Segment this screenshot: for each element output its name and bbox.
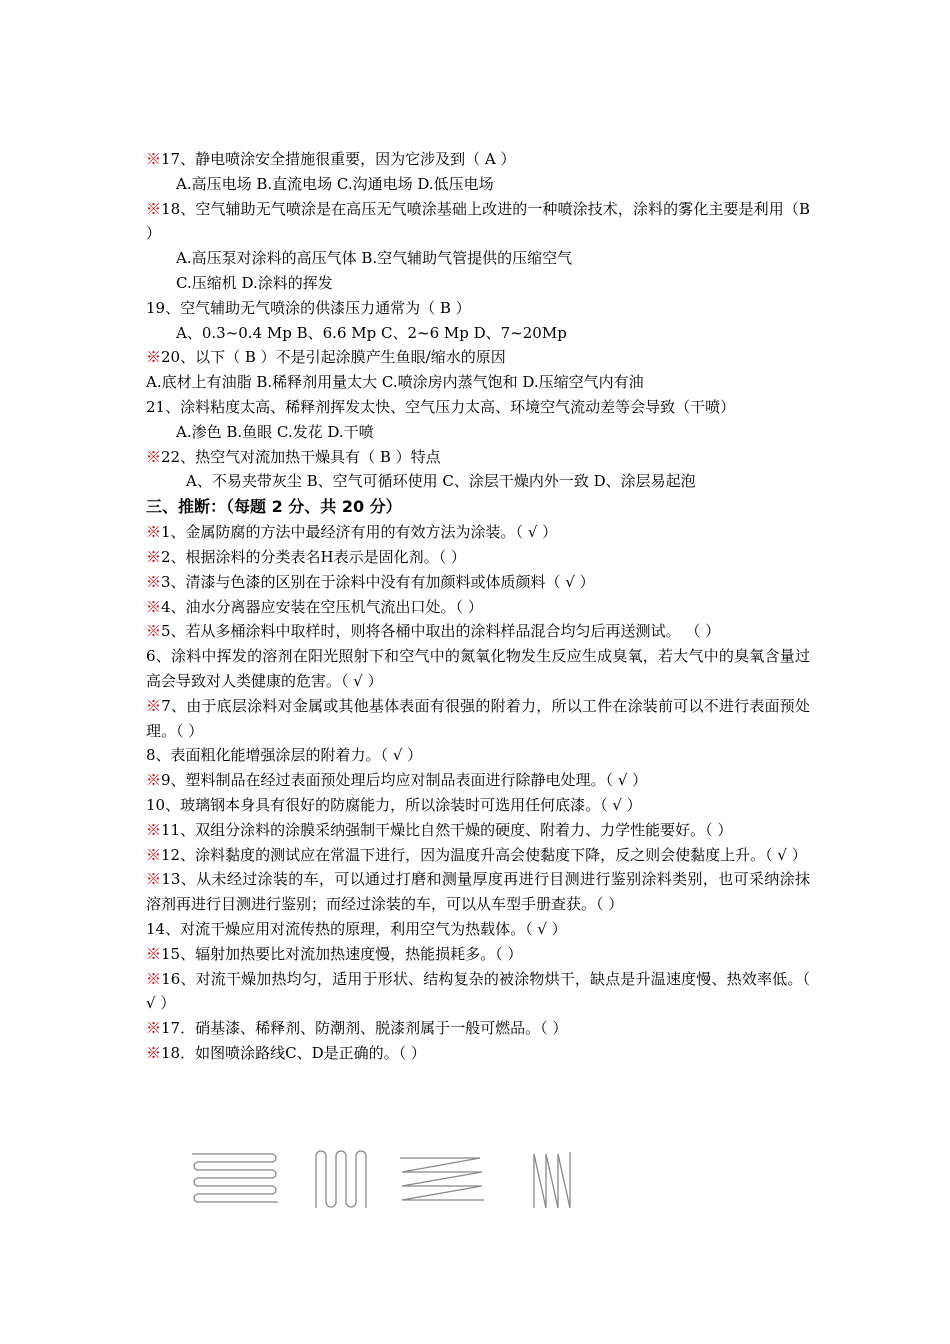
judgment-line — [146, 570, 810, 595]
judgment-text: 10、玻璃钢本身具有很好的防腐能力，所以涂装时可选用任何底漆。（ √ ） — [146, 795, 642, 814]
judgment-line — [146, 967, 810, 1017]
judgment-text: 4、油水分离器应安装在空压机气流出口处。（ ） — [161, 597, 483, 616]
question-line — [146, 445, 810, 470]
judgment-text: 12、涂料黏度的测试应在常温下进行，因为温度升高会使黏度下降，反之则会使黏度上升。（ √ ） — [161, 845, 807, 864]
judgment-text: 16、对流干燥加热均匀，适用于形状、结构复杂的被涂物烘干，缺点是升温速度慢、热效率低。（ √ ） — [146, 969, 810, 1013]
key-question-mark: ※ — [146, 771, 162, 790]
question-line — [146, 246, 810, 271]
judgment-line — [146, 1016, 810, 1041]
question-line — [146, 420, 810, 445]
question-line — [146, 172, 810, 197]
key-question-mark: ※ — [146, 597, 162, 616]
key-question-mark: ※ — [146, 820, 162, 839]
judgment-text: 6、涂料中挥发的溶剂在阳光照射下和空气中的氮氧化物发生反应生成臭氧，若大气中的臭氧含量过高会导致对人类健康的危害。（ √ ） — [146, 647, 810, 690]
spray-path-c — [400, 1158, 484, 1200]
judgment-line — [146, 867, 810, 917]
key-question-mark: ※ — [146, 348, 162, 367]
question-text: A.渗色 B.鱼眼 C.发花 D.干喷 — [176, 422, 374, 441]
question-text: 17、静电喷涂安全措施很重要，因为它涉及到（ A ） — [161, 150, 516, 168]
key-question-mark: ※ — [146, 150, 162, 168]
spray-path-diagram — [190, 1150, 590, 1210]
section-heading-judgment: 三、推断：（每题 2 分、共 20 分） — [146, 497, 402, 517]
judgment-section — [146, 520, 810, 1066]
question-line — [146, 395, 810, 420]
judgment-text: 2、根据涂料的分类表名H表示是固化剂。（ ） — [161, 547, 466, 566]
key-question-mark: ※ — [146, 944, 162, 963]
question-text: A.底材上有油脂 B.稀释剂用量太大 C.喷涂房内蒸气饱和 D.压缩空气内有油 — [146, 373, 644, 392]
judgment-line — [146, 843, 810, 868]
judgment-text: 5、若从多桶涂料中取样时，则将各桶中取出的涂料样品混合均匀后再送测试。 （ ） — [161, 622, 721, 641]
judgment-line — [146, 545, 810, 570]
judgment-line — [146, 694, 810, 744]
judgment-text: 11、双组分涂料的涂膜采纳强制干燥比自然干燥的硬度、附着力、力学性能要好。（ ） — [161, 820, 733, 839]
judgment-line — [146, 743, 810, 768]
document-page — [146, 147, 810, 1066]
key-question-mark: ※ — [146, 696, 162, 715]
question-line — [146, 321, 810, 346]
spray-path-d — [534, 1152, 570, 1208]
judgment-text: 18．如图喷涂路线C、D是正确的。（ ） — [161, 1043, 426, 1062]
judgment-line — [146, 619, 810, 644]
key-question-mark: ※ — [146, 572, 162, 591]
question-text: A、0.3~0.4 Mp B、6.6 Mp C、2~6 Mp D、7~20Mp — [176, 323, 567, 342]
question-line — [146, 197, 810, 247]
judgment-text: 14、对流干燥应用对流传热的原理，利用空气为热载体。（ √ ） — [146, 919, 567, 938]
judgment-text: 17．硝基漆、稀释剂、防潮剂、脱漆剂属于一般可燃品。（ ） — [161, 1019, 568, 1038]
question-text: 19、空气辅助无气喷涂的供漆压力通常为（ B ） — [146, 298, 471, 317]
spray-path-b — [316, 1151, 366, 1208]
question-text: 20、以下（ B ）不是引起涂膜产生鱼眼/缩水的原因 — [161, 348, 506, 367]
question-text: 22、热空气对流加热干燥具有（ B ）特点 — [161, 447, 441, 466]
spray-path-a — [192, 1154, 278, 1202]
question-line — [146, 469, 810, 494]
question-line — [146, 271, 810, 296]
question-line — [146, 296, 810, 321]
judgment-line — [146, 793, 810, 818]
judgment-text: 7、由于底层涂料对金属或其他基体表面有很强的附着力，所以工件在涂装前可以不进行表面预处理。（ ） — [146, 696, 810, 740]
question-text: A.高压泵对涂料的高压气体 B.空气辅助气管提供的压缩空气 — [176, 249, 573, 268]
question-text: A、不易夹带灰尘 B、空气可循环使用 C、涂层干燥内外一致 D、涂层易起泡 — [186, 472, 696, 491]
key-question-mark: ※ — [146, 622, 162, 641]
key-question-mark: ※ — [146, 969, 162, 988]
question-text: A.高压电场 B.直流电场 C.沟通电场 D.低压电场 — [176, 174, 494, 193]
question-line — [146, 147, 810, 172]
judgment-text: 13、从未经过涂装的车，可以通过打磨和测量厚度再进行目测进行鉴别涂料类别，也可采纳涂抹溶剂再进行目测进行鉴别；而经过涂装的车，可以从车型手册查获。（ ） — [146, 870, 810, 914]
question-line — [146, 345, 810, 370]
question-text: 18、空气辅助无气喷涂是在高压无气喷涂基础上改进的一种喷涂技术，涂料的雾化主要是利用（B ） — [146, 199, 810, 243]
judgment-line — [146, 644, 810, 694]
judgment-line — [146, 818, 810, 843]
judgment-text: 15、辐射加热要比对流加热速度慢，热能损耗多。（ ） — [161, 944, 523, 963]
question-text: C.压缩机 D.涂料的挥发 — [176, 273, 333, 292]
judgment-text: 3、清漆与色漆的区别在于涂料中没有有加颜料或体质颜料（ √ ） — [161, 572, 595, 591]
key-question-mark: ※ — [146, 845, 162, 864]
judgment-line — [146, 768, 810, 793]
key-question-mark: ※ — [146, 447, 162, 466]
question-text: 21、涂料粘度太高、稀释剂挥发太快、空气压力太高、环境空气流动差等会导致（干喷） — [146, 397, 736, 416]
judgment-line — [146, 595, 810, 620]
key-question-mark: ※ — [146, 547, 162, 566]
judgment-line — [146, 917, 810, 942]
judgment-line — [146, 1041, 810, 1066]
judgment-text: 1、金属防腐的方法中最经济有用的有效方法为涂装。（ √ ） — [161, 523, 558, 542]
question-line — [146, 370, 810, 395]
key-question-mark: ※ — [146, 523, 162, 542]
key-question-mark: ※ — [146, 870, 162, 889]
judgment-line — [146, 942, 810, 967]
key-question-mark: ※ — [146, 1043, 162, 1062]
judgment-line — [146, 520, 810, 545]
key-question-mark: ※ — [146, 199, 162, 218]
judgment-text: 9、塑料制品在经过表面预处理后均应对制品表面进行除静电处理。（ √ ） — [161, 771, 648, 790]
key-question-mark: ※ — [146, 1019, 162, 1038]
judgment-text: 8、表面粗化能增强涂层的附着力。（ √ ） — [146, 746, 423, 765]
multiple-choice-section — [146, 147, 810, 494]
